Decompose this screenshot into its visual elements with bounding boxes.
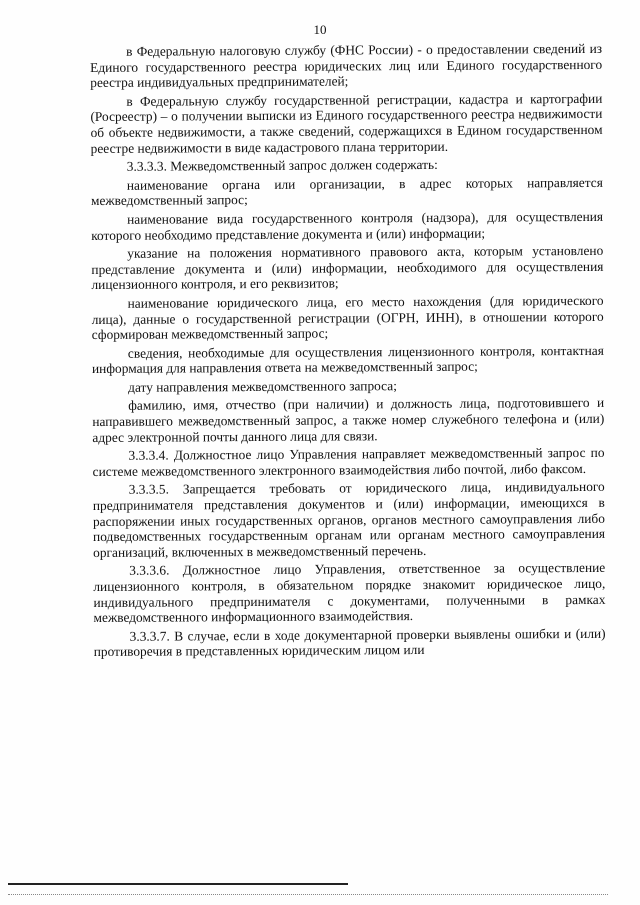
list-item: сведения, необходимые для осуществления лицензионного контроля, контактная информация для направления ответа на межведомственный запрос; [91,342,604,377]
list-item: дату направления межведомственного запроса; [128,378,397,395]
paragraph: в Федеральную службу государственной регистрации, кадастра и картографии (Росреестр) – о получении выписки из Единого государственного реестра недвижимости об объекте недвижимости, а также сведений, содержащихся в Едином государственном реестре недвижимости в виде кадастрового плана территории. [90,90,603,156]
paragraph: 3.3.3.6. Должностное лицо Управления, ответственное за осуществление лицензионного контроля, в обязательном порядке знакомит юридическое лицо, индивидуального предпринимателя с документами, полученными в рамках межведомственного информационного взаимодействия. [93,560,606,626]
list-item: наименование юридического лица, его место нахождения (для юридического лица), данные о государственной регистрации (ОГРН, ИНН), в отношении которого сформирован межведомственный запрос; [91,292,604,343]
list-item: указание на положения нормативного правового акта, которым установлено представление документа и (или) информации, необходимого для осуществления лицензионного контроля, и его реквизитов; [91,242,604,293]
document-body [90,41,606,663]
footer-divider [8,883,348,885]
list-item: фамилию, имя, отчество (при наличии) и должность лица, подготовившего и направившего межведомственный запрос, а также номер служебного телефона и (или) адрес электронной почты данного лица для связи. [92,395,605,445]
section-heading: 3.3.3.3. Межведомственный запрос должен содержать: [126,157,438,174]
paragraph: 3.3.3.4. Должностное лицо Управления направляет межведомственный запрос по системе межведомственного электронного взаимодействия либо почтой, либо факсом. [92,445,605,479]
paragraph: 3.3.3.7. В случае, если в ходе документарной проверки выявлены ошибки и (или) противоречия в представленных юридическим лицом или [93,625,606,660]
list-item: наименование органа или организации, в адрес которых направляется межведомственный запрос; [90,174,603,209]
paragraph: в Федеральную налоговую службу (ФНС России) - о предоставлении сведений из Единого государственного реестра юридических лиц или Единого государственного реестра индивидуальных предпринимателей; [90,40,603,91]
paragraph: 3.3.3.5. Запрещается требовать от юридического лица, индивидуального предпринимателя представления документов и (или) информации, имеющихся в распоряжении иных государственных органов, органов местного самоуправления либо подведомственных государственным органам или органам местного самоуправления организаций, включенных в межведомственный перечень. [92,479,606,560]
scan-edge-line [8,894,608,895]
list-item: наименование вида государственного контроля (надзора), для осуществления которого необходимо представление документа и (или) информации; [91,208,604,243]
page-number: 10 [313,22,327,37]
